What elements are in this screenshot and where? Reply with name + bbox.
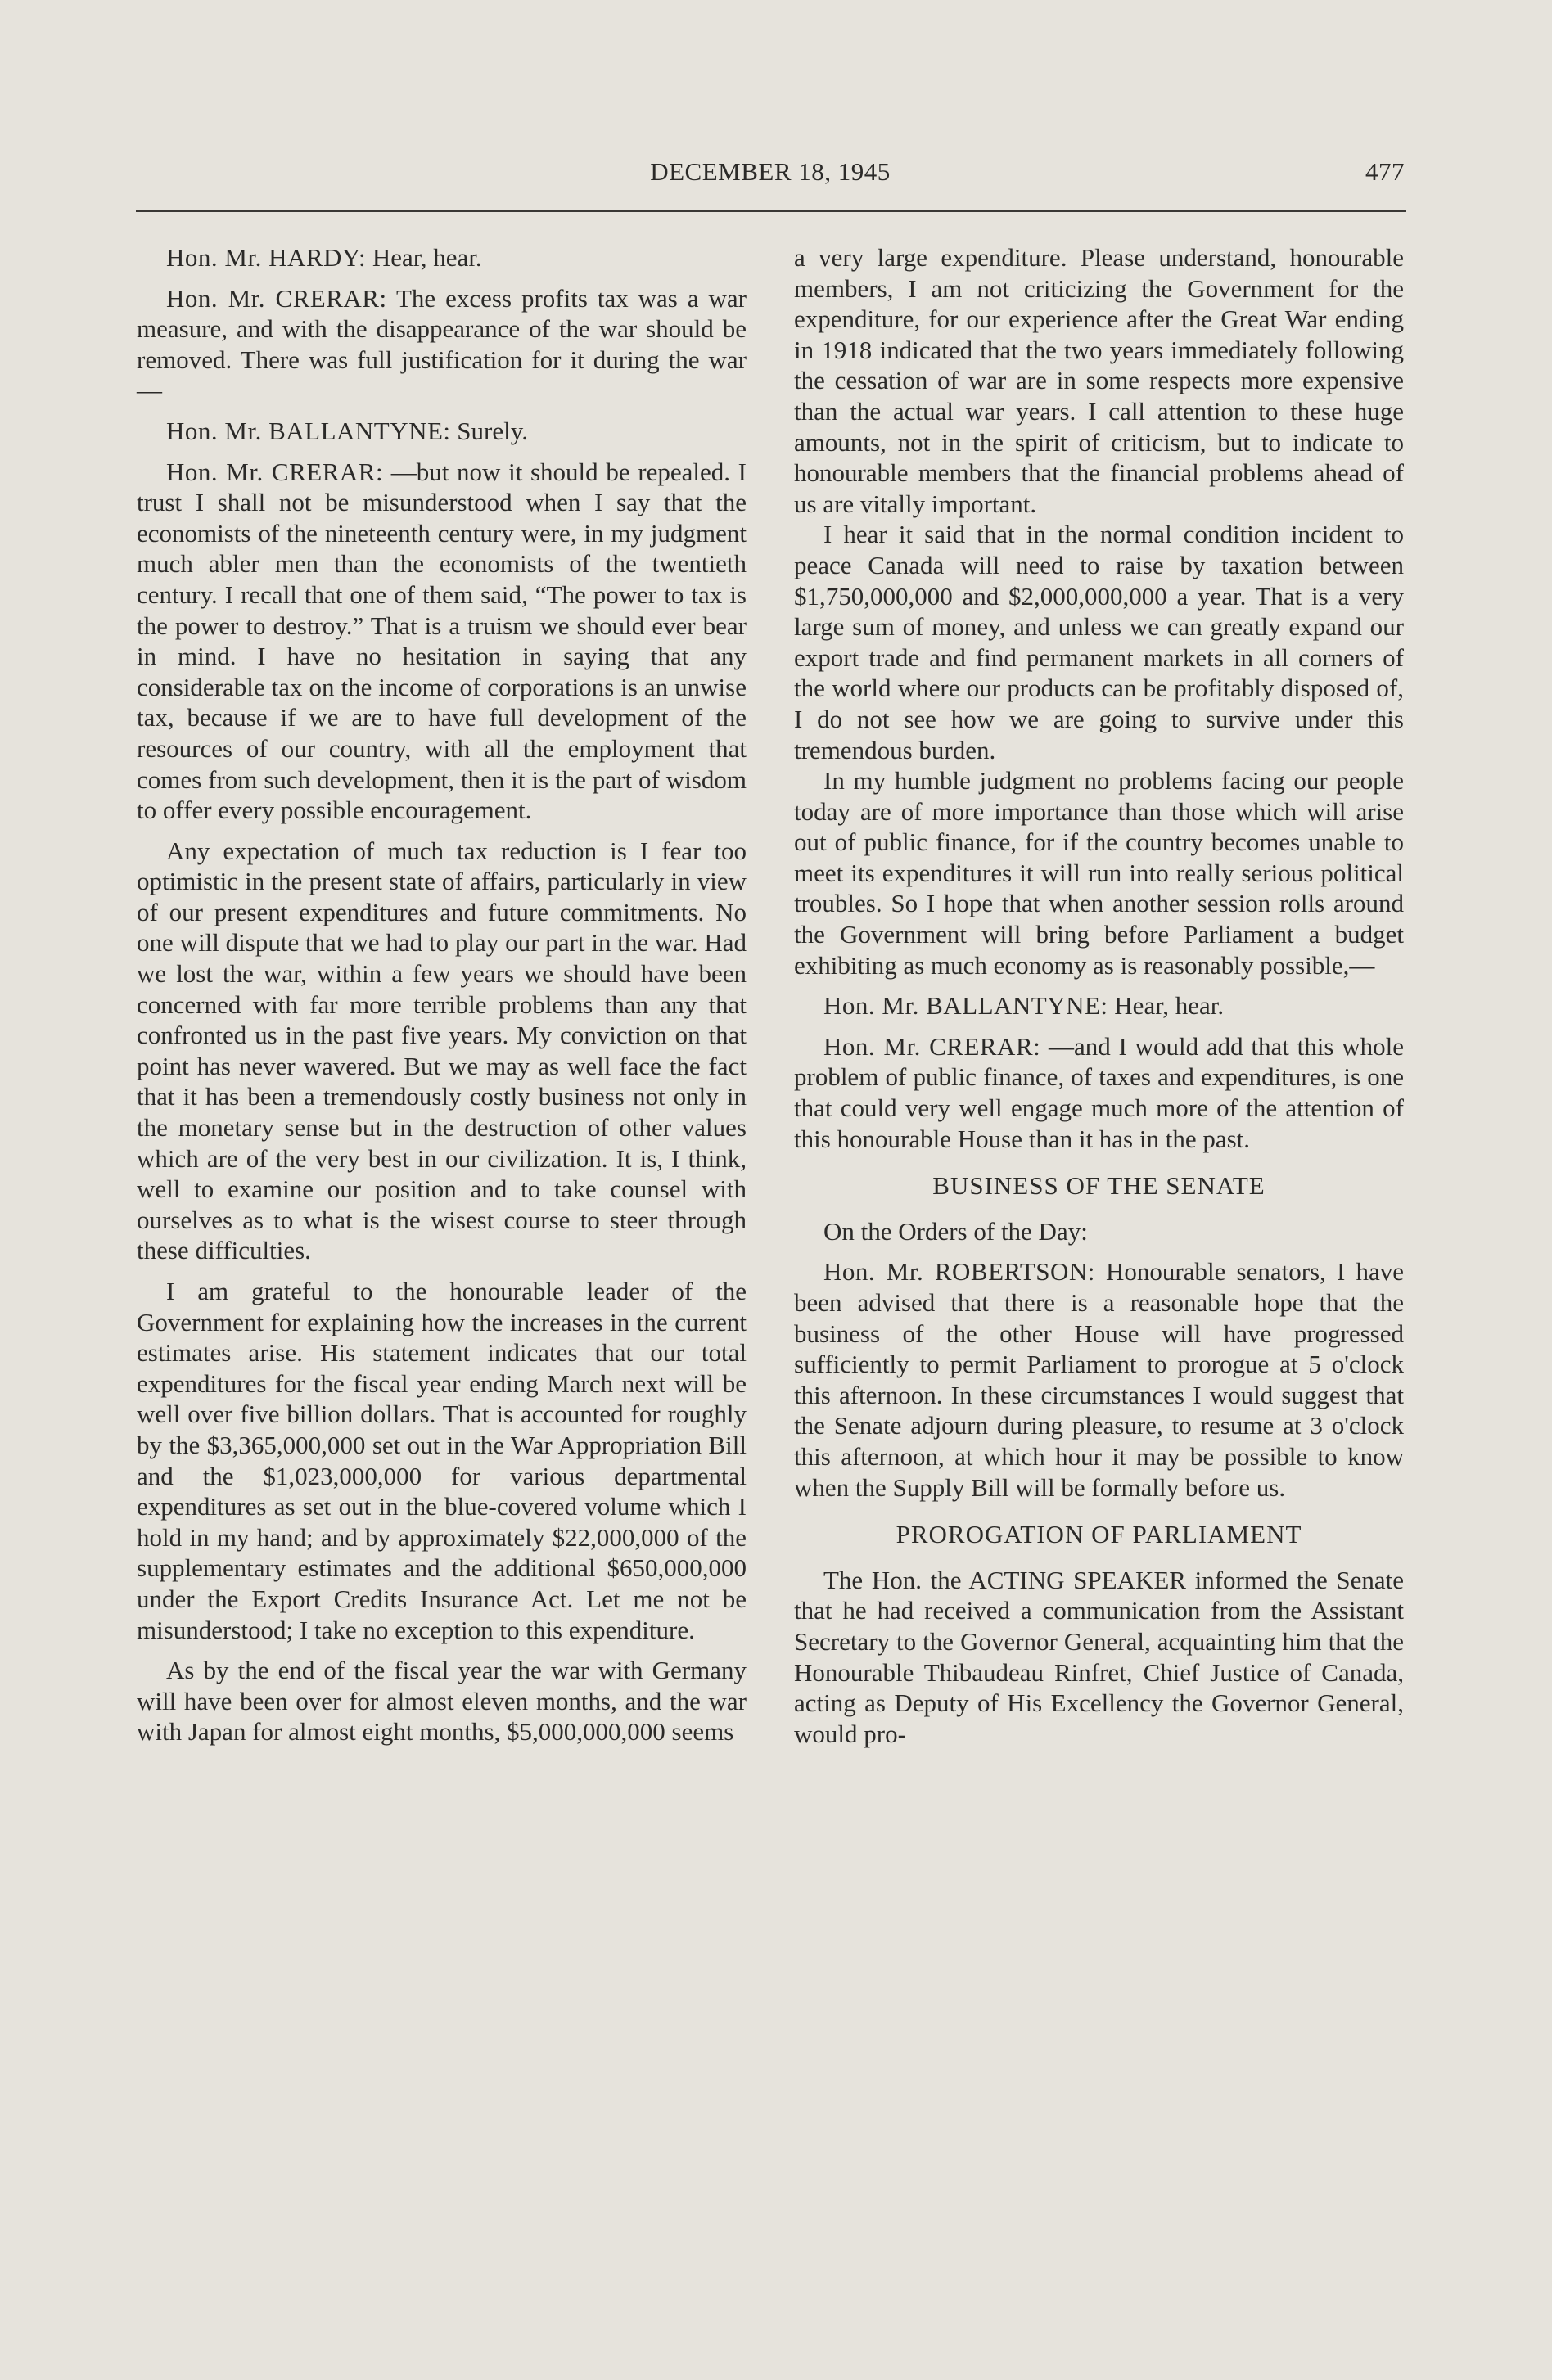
paragraph <box>137 457 747 826</box>
paragraph <box>137 416 747 447</box>
speaker-name: Hon. Mr. HARDY: <box>166 243 367 272</box>
paragraph-text: Hear, hear. <box>372 243 482 272</box>
paragraph-text: Hear, hear. <box>1114 991 1225 1021</box>
section-heading: PROROGATION OF PARLIAMENT <box>896 1520 1302 1549</box>
speaker-name: Hon. Mr. BALLANTYNE: <box>823 991 1108 1021</box>
speaker-name: Hon. Mr. CRERAR: <box>166 457 384 486</box>
paragraph: On the Orders of the Day: <box>823 1216 1088 1246</box>
paragraph <box>794 990 1404 1021</box>
paragraph: The Hon. the ACTING SPEAKER informed the Senate that he had received a communication from the Assistant Secretary to the Governor General, acquainting him that the Honourable Thibaudeau Rinfret, Chief Justice of Canada, acting as Deputy of His Excellency the Governor General, would pro- <box>794 1565 1404 1748</box>
paragraph-text: Honourable senators, I have been advised that there is a reasonable hope that the business of the other House will have progressed sufficiently to permit Parliament to prorogue at 5 o'clock this afternoon. In these circumstances I would suggest that the Senate adjourn during pleasure, to resume at 3 o'clock this afternoon, at which hour it may be possible to know when the Supply Bill will be formally before us. <box>794 1257 1404 1502</box>
running-head <box>136 151 1405 192</box>
speaker-name: Hon. Mr. BALLANTYNE: <box>166 416 451 445</box>
paragraph: In my humble judgment no problems facing our people today are of more importance than those which will arise out of public finance, for if the country becomes unable to meet its expenditures it will run into really serious political troubles. So I hope that when another session rolls around the Government will bring before Parliament a budget exhibiting as much economy as is reasonably possible,— <box>794 766 1404 980</box>
paragraph: I hear it said that in the normal condition incident to peace Canada will need to raise by taxation between $1,750,000,000 and $2,000,000,000 a year. That is a very large sum of money, and unless we can greatly expand our export trade and find permanent markets in all corners of the world where our products can be profitably disposed of, I do not see how we are going to survive under this tremendous burden. <box>794 520 1404 764</box>
paragraph-text: Surely. <box>457 416 528 445</box>
paragraph <box>794 1256 1404 1503</box>
speaker-name: Hon. Mr. CRERAR: <box>166 283 387 313</box>
header-date: DECEMBER 18, 1945 <box>650 157 891 186</box>
paragraph <box>794 1031 1404 1154</box>
section-heading: BUSINESS OF THE SENATE <box>932 1171 1266 1201</box>
speaker-name: Hon. Mr. ROBERTSON: <box>823 1257 1095 1287</box>
paragraph-text: —and I would add that this whole problem of public finance, of taxes and expenditures, is one that could very well engage much more of the attention of this honourable House than it has in the past. <box>794 1031 1404 1153</box>
speaker-name: Hon. Mr. CRERAR: <box>823 1031 1041 1061</box>
paragraph-text: —but now it should be repealed. I trust I shall not be misunderstood when I say that the economists of the nineteenth century were, in my judgment much abler men than the economists of the twentieth century. I recall that one of them said, “The power to tax is the power to destroy.” That is a truism we should ever bear in mind. I have no hesitation in saying that any considerable tax on the income of corporations is an unwise tax, because if we are to have full development of the resources of our country, with all the employment that comes from such development, then it is the part of wisdom to offer every possible encouragement. <box>137 457 747 825</box>
paragraph-text: The excess profits tax was a war measure, and with the disappearance of the war should be removed. There was full justification for it during the war— <box>137 283 747 405</box>
header-rule <box>136 210 1406 212</box>
paragraph: As by the end of the fiscal year the war with Germany will have been over for almost eleven months, and the war with Japan for almost eight months, $5,000,000,000 seems <box>137 1656 747 1747</box>
paragraph: I am grateful to the honourable leader of the Government for explaining how the increases in the current estimates arise. His statement indicates that our total expenditures for the fiscal year ending March next will be well over five billion dollars. That is accounted for roughly by the $3,365,000,000 set out in the War Appropriation Bill and the $1,023,000,000 for various departmental expenditures as set out in the blue-covered volume which I hold in my hand; and by approximately $22,000,000 of the supplementary estimates and the additional $650,000,000 under the Export Credits Insurance Act. Let me not be misunderstood; I take no exception to this expenditure. <box>137 1277 747 1644</box>
paragraph: a very large expenditure. Please understand, honourable members, I am not criticizing the Government for the expenditure, for our experience after the Great War ending in 1918 indicated that the two years immediately following the cessation of war are in some respects more expensive than the actual war years. I call attention to these huge amounts, not in the spirit of criticism, but to indicate to honourable members that the financial problems ahead of us are vitally important. <box>794 243 1404 518</box>
left-column <box>137 242 747 1757</box>
paragraph: Any expectation of much tax reduction is I fear too optimistic in the present state of affairs, particularly in view of our present expenditures and future commitments. No one will dispute that we had to play our part in the war. Had we lost the war, within a few years we should have been concerned with far more terrible problems than any that confronted us in the past five years. My conviction on that point has never wavered. But we may as well face the fact that it has been a tremendously costly business not only in the monetary sense but in the destruction of other values which are of the very best in our civilization. It is, I think, well to examine our position and to take counsel with ourselves as to what is the wisest course to steer through these difficulties. <box>137 836 747 1265</box>
paragraph <box>137 283 747 406</box>
page-number: 477 <box>1365 157 1405 186</box>
paragraph <box>137 242 747 273</box>
right-column <box>794 242 1404 1759</box>
